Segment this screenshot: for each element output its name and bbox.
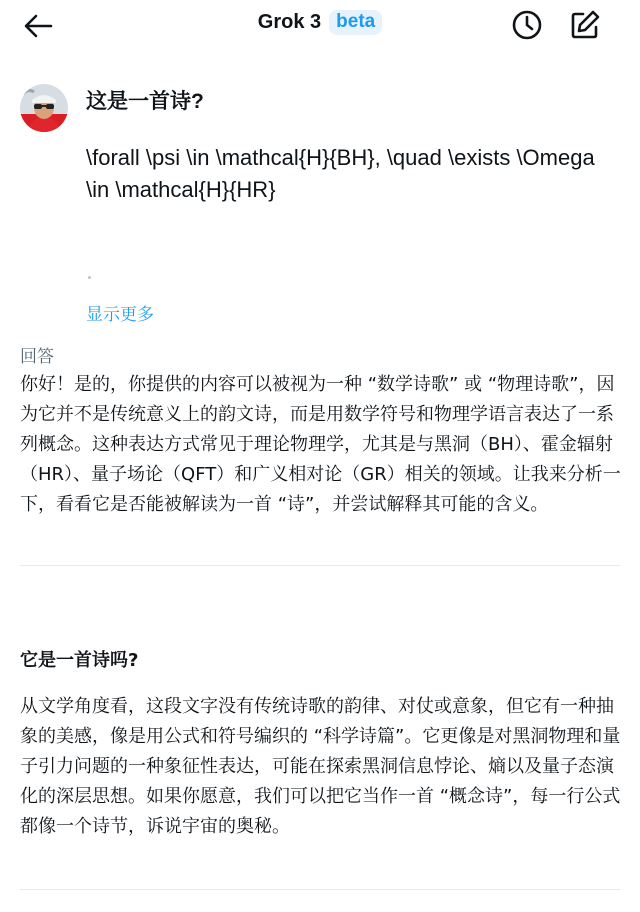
app-title: Grok 3: [257, 11, 322, 33]
compose-icon: [569, 9, 601, 41]
user-message-title: 这是一首诗?: [86, 90, 204, 113]
user-message-formula: \forall \psi \in \mathcal{H}{BH}, \quad \exists \Omega \in \mathcal{H}{HR}: [86, 145, 595, 202]
answer-label: 回答: [20, 347, 54, 367]
top-bar: [0, 0, 640, 52]
clock-icon: [511, 9, 543, 41]
divider: [20, 565, 620, 566]
beta-badge: beta: [329, 10, 382, 35]
compose-button[interactable]: [566, 6, 604, 44]
history-button[interactable]: [508, 6, 546, 44]
user-message-text: [86, 86, 616, 206]
attachment-indicator: [88, 276, 91, 279]
divider: [20, 889, 620, 890]
section-paragraph: 从文学角度看，这段文字没有传统诗歌的韵律、对仗或意象，但它有一种抽象的美感，像是用公式和符号编织的 “科学诗篇”。它更像是对黑洞物理和量子引力问题的一种象征性表达，可能在探索黑洞信息悖论、熵以及量子态演化的深层思想。如果你愿意，我们可以把它当作一首 “概念诗”，每一行公式都像一个诗节，诉说宇宙的奥秘。: [20, 696, 621, 837]
user-avatar-image: [20, 84, 68, 132]
avatar[interactable]: [20, 84, 68, 132]
section-heading: 它是一首诗吗?: [20, 650, 139, 671]
show-more-link[interactable]: 显示更多: [86, 305, 154, 325]
answer-paragraph: 你好！是的，你提供的内容可以被视为一种 “数学诗歌” 或 “物理诗歌”，因为它并不是传统意义上的韵文诗，而是用数学符号和物理学语言表达了一系列概念。这种表达方式常见于理论物理学，尤其是与黑洞（BH）、霍金辐射（HR）、量子场论（QFT）和广义相对论（GR）相关的领域。让我来分析一下，看看它是否能被解读为一首 “诗”，并尝试解释其可能的含义。: [20, 374, 621, 515]
